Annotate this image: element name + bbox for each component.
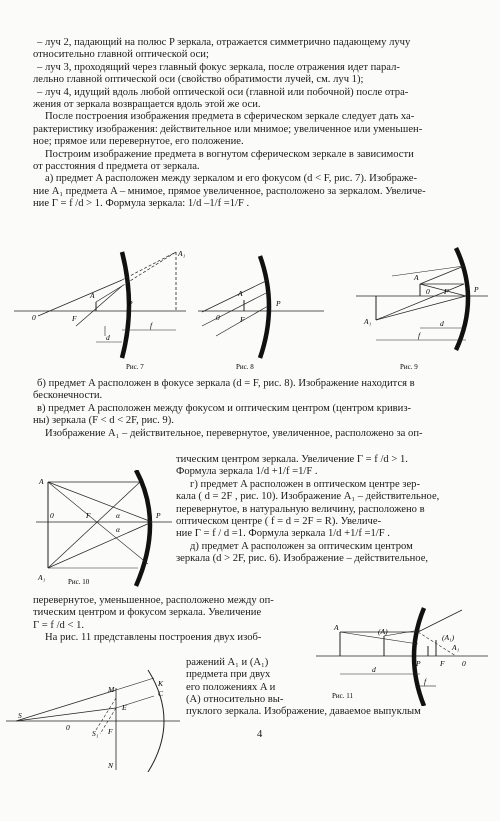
- text-line: б) предмет A расположен в фокусе зеркала (d = F, рис. 8). Изображение находится в: [37, 378, 415, 389]
- text-line: (A) относительно вы-: [186, 694, 284, 706]
- svg-text:A₁: A₁: [178, 249, 186, 258]
- svg-text:0: 0: [462, 659, 466, 668]
- text-line: д) предмет A расположен за оптическим центром: [190, 540, 413, 552]
- svg-text:A: A: [334, 623, 339, 632]
- svg-text:0: 0: [426, 287, 430, 296]
- text-line: После построения изображения предмета в сферическом зеркале следует дать ха-: [45, 111, 415, 123]
- svg-text:A: A: [238, 289, 243, 298]
- figure-10: [34, 470, 174, 590]
- svg-text:S: S: [18, 711, 22, 720]
- svg-text:F: F: [240, 315, 245, 324]
- svg-text:F: F: [108, 727, 113, 736]
- text-line: г) предмет A расположен в оптическом центре зер-: [190, 478, 421, 490]
- text-line: Построим изображение предмета в вогнутом сферическом зеркале в зависимости: [45, 148, 414, 160]
- figure-9: [352, 246, 492, 374]
- text-block-cases-b-v: [33, 378, 465, 440]
- svg-text:0: 0: [32, 313, 36, 322]
- svg-text:C: C: [158, 689, 164, 698]
- svg-text:A: A: [39, 477, 44, 486]
- text-line: пуклого зеркала. Изображение, даваемое выпуклым: [186, 706, 421, 717]
- svg-text:F: F: [444, 287, 449, 296]
- svg-text:α: α: [116, 511, 120, 520]
- svg-text:F: F: [72, 314, 77, 323]
- page-number: 4: [257, 729, 263, 740]
- text-block-rис11-intro-a: [33, 595, 315, 645]
- text-line: ражений A₁ и (A₁): [186, 657, 269, 668]
- text-line: перевернутое, уменьшенное, расположено между оп-: [33, 595, 274, 606]
- text-line: зеркала (d > 2F, рис. 6). Изображение – действительное,: [176, 553, 429, 565]
- svg-text:A: A: [414, 273, 419, 282]
- text-line: лельно главной оптической оси (свойство обратимости лучей, см. луч 1);: [33, 74, 364, 86]
- text-line: бесконечности.: [33, 390, 103, 402]
- svg-text:0: 0: [216, 313, 220, 322]
- text-line: относительно главной оптической оси;: [33, 49, 209, 61]
- figure-convex-mirror: [4, 668, 184, 772]
- figure-7: [10, 246, 190, 374]
- figure-8: [196, 246, 326, 374]
- svg-text:S₁: S₁: [92, 729, 99, 738]
- text-line: ние Γ = f / d =1. Формула зеркала 1/d +1/f =1/F .: [176, 528, 390, 540]
- text-line: ние Γ = f /d > 1. Формула зеркала: 1/d –1/f =1/F .: [33, 198, 250, 210]
- svg-text:A₁: A₁: [452, 643, 460, 652]
- svg-text:P: P: [156, 511, 161, 520]
- text-line: – луч 2, падающий на полюс P зеркала, отражается симметрично падающему лучу: [37, 37, 411, 48]
- figure-7-caption: Рис. 7: [126, 363, 144, 371]
- text-line: тическим центром зеркала. Увеличение Γ = f /d > 1.: [176, 454, 408, 465]
- svg-text:E: E: [122, 703, 127, 712]
- text-line: жения от зеркала возвращается вдоль этой же оси.: [33, 99, 261, 111]
- figure-10-caption: Рис. 10: [68, 578, 90, 586]
- text-line: – луч 3, проходящий через главный фокус зеркала, после отражения идет парал-: [37, 61, 400, 73]
- text-line: Γ = f /d < 1.: [33, 619, 85, 631]
- figure-8-caption: Рис. 8: [236, 363, 254, 371]
- svg-text:d: d: [372, 665, 376, 674]
- text-line: – луч 4, идущий вдоль любой оптической оси (главной или побочной) после отра-: [37, 86, 409, 98]
- text-line: рактеристику изображения: действительное или мнимое; увеличенное или уменьшен-: [33, 123, 423, 135]
- text-line: а) предмет A расположен между зеркалом и его фокусом (d < F, рис. 7). Изображе-: [45, 173, 418, 185]
- text-line: ние A₁ предмета A – мнимое, прямое увеличенное, расположено за зеркалом. Увеличе-: [33, 185, 426, 197]
- svg-text:(A₁): (A₁): [442, 633, 455, 642]
- text-block-ris11-intro-b: [186, 657, 316, 707]
- svg-text:A₁: A₁: [38, 573, 46, 582]
- text-block-intro: [33, 37, 465, 211]
- svg-text:K: K: [158, 679, 164, 688]
- text-line: его положениях A и: [186, 681, 276, 693]
- figure-11-caption: Рис. 11: [332, 692, 353, 700]
- text-line: ное; прямое или перевернутое, его положение.: [33, 136, 244, 148]
- svg-text:P: P: [128, 299, 133, 308]
- text-line: предмета при двух: [186, 669, 271, 681]
- svg-text:P: P: [474, 285, 479, 294]
- svg-text:α: α: [116, 525, 120, 534]
- text-line: На рис. 11 представлены построения двух изоб-: [45, 632, 262, 644]
- text-line: Изображение A₁ – действительное, перевернутое, увеличенное, расположено за оп-: [45, 427, 423, 439]
- figure-11: [312, 606, 490, 706]
- svg-text:N: N: [108, 761, 114, 770]
- text-line: от расстояния d предмета от зеркала.: [33, 161, 200, 173]
- svg-text:d: d: [440, 319, 444, 328]
- svg-text:(A): (A): [378, 627, 388, 636]
- svg-text:0: 0: [66, 723, 70, 732]
- text-line: кала ( d = 2F , рис. 10). Изображение A₁ – действительное,: [176, 491, 440, 503]
- svg-text:F: F: [440, 659, 445, 668]
- text-line: тическим центром и фокусом зеркала. Увеличение: [33, 607, 262, 619]
- svg-text:f: f: [418, 331, 421, 340]
- text-line: ны) зеркала (F < d < 2F, рис. 9).: [33, 415, 174, 427]
- figure-9-caption: Рис. 9: [400, 363, 418, 371]
- svg-text:A₁: A₁: [364, 317, 372, 326]
- svg-text:F: F: [86, 511, 91, 520]
- text-line: оптическом центре ( f = d = 2F = R). Увеличе-: [176, 516, 382, 528]
- svg-text:f: f: [150, 321, 153, 330]
- svg-text:A: A: [90, 291, 95, 300]
- text-block-ris11-intro-c: [186, 706, 466, 718]
- svg-text:d: d: [106, 333, 110, 342]
- svg-text:M: M: [108, 685, 115, 694]
- text-line: Формула зеркала 1/d +1/f =1/F .: [176, 466, 318, 478]
- text-block-cases-v-g-d: [176, 454, 466, 566]
- text-line: в) предмет A расположен между фокусом и оптическим центром (центром кривиз-: [37, 402, 412, 414]
- text-line: перевернутое, в натуральную величину, расположено в: [176, 503, 425, 515]
- svg-text:0: 0: [50, 511, 54, 520]
- svg-text:f: f: [424, 677, 427, 686]
- svg-text:P: P: [276, 299, 281, 308]
- svg-text:P: P: [416, 659, 421, 668]
